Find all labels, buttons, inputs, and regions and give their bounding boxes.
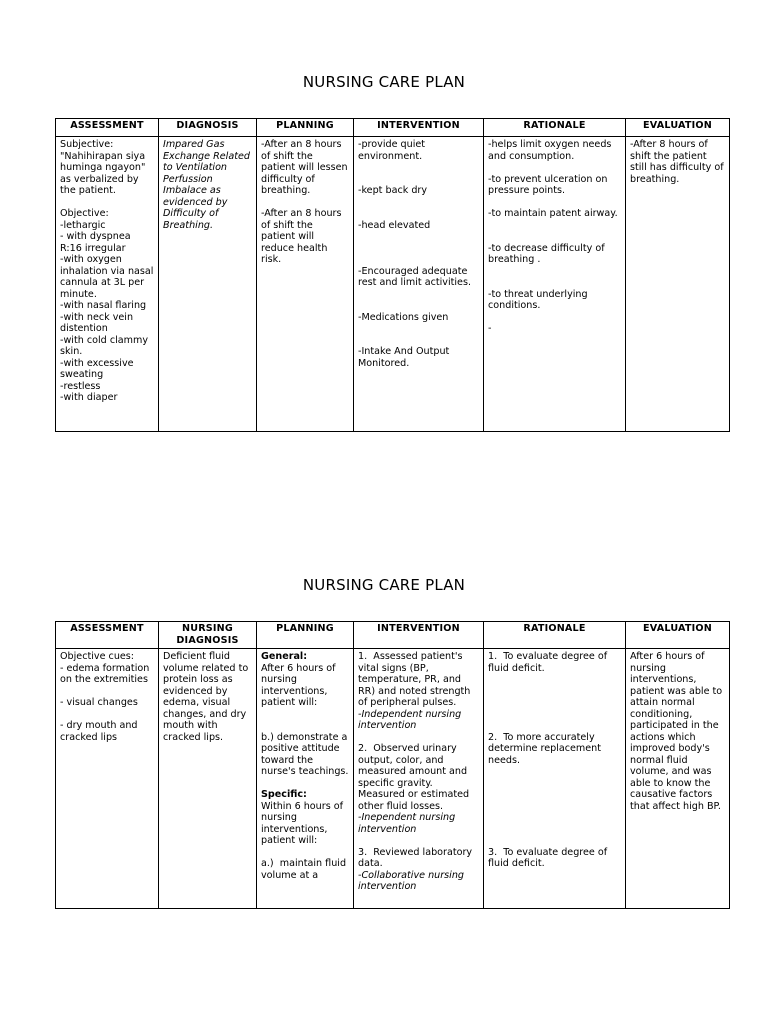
diagnosis-cell [159,649,257,909]
planning-general-label: General: [261,651,308,662]
header-rationale: RATIONALE [484,622,626,649]
rationale-cell [484,649,626,909]
planning-specific-text: Within 6 hours of nursing interventions, patient will: a.) maintain fluid volume at a [261,800,347,881]
assessment-cell [56,649,159,909]
intervention-item-3: 3. Reviewed laboratory data. [358,846,476,869]
intervention-item-1: 1. Assessed patient's vital signs (BP, temperature, PR, and RR) and noted strength of peripheral pulses. [358,651,474,708]
intervention-item-2: 2. Observed urinary output, color, and measured amount and specific gravity. Measured or estimated other fluid losses. [358,743,473,812]
table-row [56,649,730,909]
diagnosis-text: Deficient fluid volume related to protein loss as evidenced by edema, visual changes, and dry mouth with cracked lips. [163,651,252,743]
header-planning: PLANNING [257,622,354,649]
planning-general-text: After 6 hours of nursing interventions, patient will: b.) demonstrate a positive attitude toward the nurse's teachings. [261,662,349,777]
header-nursing-diagnosis: NURSING DIAGNOSIS [159,622,257,649]
evaluation-text: -After 8 hours of shift the patient still has difficulty of breathing. [630,139,727,185]
assessment-text: Subjective: "Nahihirapan siya huminga ngayon" as verbalized by the patient. Objective: -lethargic - with dyspnea R:16 irregular -with oxygen inhalation via nasal cannula at 3L per minute. -with nasal flaring -with neck vein distention -with cold clammy skin. -with excessive sweating -restless -with diaper [60,139,154,403]
header-rationale: RATIONALE [484,119,626,137]
evaluation-cell [626,137,730,432]
intervention-note-2: -Inependent nursing intervention [358,812,459,835]
intervention-text: -provide quiet environment. -kept back dry -head elevated -Encouraged adequate rest and limit activities. -Medications given -Intake And Output Monitored. [358,139,471,369]
care-plan-table-1 [55,118,730,432]
header-assessment: ASSESSMENT [56,119,159,137]
assessment-cell [56,137,159,432]
rationale-item-2: 2. To more accurately determine replacement needs. [488,731,605,766]
header-intervention: INTERVENTION [354,622,484,649]
header-evaluation: EVALUATION [626,119,730,137]
rationale-item-3: 3. To evaluate degree of fluid deficit. [488,846,611,869]
header-intervention: INTERVENTION [354,119,484,137]
header-evaluation: EVALUATION [626,622,730,649]
rationale-cell [484,137,626,432]
rationale-item-1: 1. To evaluate degree of fluid deficit. [488,651,611,674]
table-row [56,137,730,432]
planning-cell [257,649,354,909]
diagnosis-text: Impared Gas Exchange Related to Ventilation Perfussion Imbalace as evidenced by Difficulty of Breathing. [163,139,254,231]
care-plan-title-2: NURSING CARE PLAN [302,576,466,594]
evaluation-text: After 6 hours of nursing interventions, patient was able to attain normal conditioning, participated in the actions which improved body's normal fluid volume, and was able to know the causative factors that affect high BP. [630,651,726,812]
care-plan-title-1: NURSING CARE PLAN [302,73,466,91]
planning-cell [257,137,354,432]
table-header-row [56,119,730,137]
care-plan-table-2 [55,621,730,909]
intervention-cell [354,649,484,909]
assessment-text: Objective cues: - edema formation on the extremities - visual changes - dry mouth and cracked lips [60,651,150,743]
header-planning: PLANNING [257,119,354,137]
intervention-cell [354,137,484,432]
header-diagnosis: DIAGNOSIS [159,119,257,137]
table-header-row [56,622,730,649]
header-assessment: ASSESSMENT [56,622,159,649]
intervention-note-3: -Collaborative nursing intervention [358,869,468,892]
intervention-note-1: -Independent nursing intervention [358,708,465,731]
planning-specific-label: Specific: [261,789,307,800]
diagnosis-cell [159,137,257,432]
evaluation-cell [626,649,730,909]
rationale-text: -helps limit oxygen needs and consumption. -to prevent ulceration on pressure points. -to maintain patent airway. -to decrease difficulty of breathing . -to threat underlying conditions. - [488,139,618,334]
planning-text: -After an 8 hours of shift the patient will lessen difficulty of breathing. -After an 8 hours of shift the patient will reduce health risk. [261,139,348,265]
